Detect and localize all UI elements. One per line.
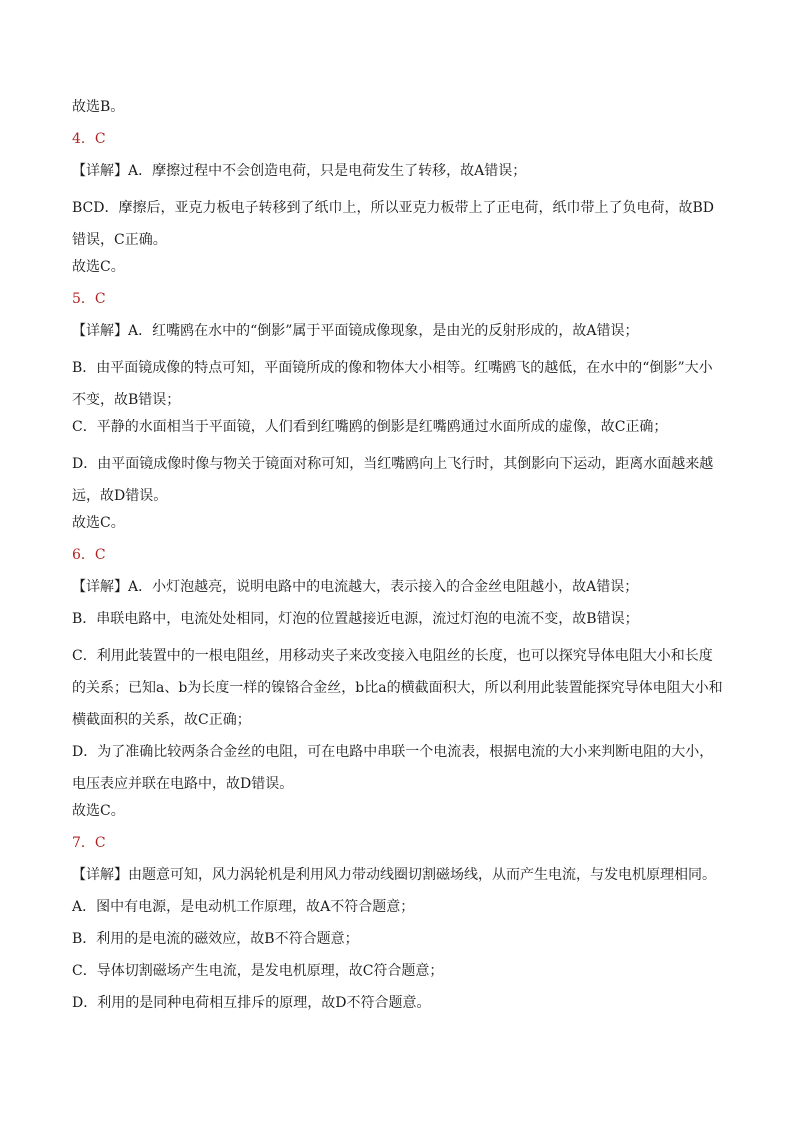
conclusion-line: 故选C。 — [72, 515, 125, 531]
explanation-line: D．为了准确比较两条合金丝的电阻，可在电路中串联一个电流表，根据电流的大小来判断电阻的大小，电压表应并联在电路中，故D错误。 — [72, 744, 714, 792]
answer-heading-5: 5．C — [72, 291, 106, 307]
explanation-line: BCD．摩擦后，亚克力板电子转移到了纸巾上，所以亚克力板带上了正电荷，纸巾带上了负电荷，故BD错误，C正确。 — [72, 200, 714, 248]
explanation-line: B．利用的是电流的磁效应，故B不符合题意； — [72, 931, 359, 947]
conclusion-line: 故选B。 — [72, 99, 125, 115]
conclusion-line: 故选C。 — [72, 803, 125, 819]
explanation-line: B．由平面镜成像的特点可知，平面镜所成的像和物体大小相等。红嘴鸥飞的越低，在水中的“倒影”大小不变，故B错误； — [72, 360, 713, 408]
explanation-line: C．平静的水面相当于平面镜，人们看到红嘴鸥的倒影是红嘴鸥通过水面所成的虚像，故C正确； — [72, 419, 668, 435]
explanation-line: D．利用的是同种电荷相互排斥的原理，故D不符合题意。 — [72, 995, 431, 1011]
explanation-line: 【详解】A．摩擦过程中不会创造电荷，只是电荷发生了转移，故A错误； — [72, 163, 527, 179]
explanation-line: 【详解】由题意可知，风力涡轮机是利用风力带动线圈切割磁场线，从而产生电流，与发电机原理相同。 — [72, 867, 716, 883]
explanation-line: C．利用此装置中的一根电阻丝，用移动夹子来改变接入电阻丝的长度，也可以探究导体电阻大小和长度的关系；已知a、b为长度一样的镍铬合金丝，b比a的横截面积大，所以利用此装置能探究导体电阻大小和横截面积的关系，故C正确； — [72, 648, 723, 728]
answer-heading-6: 6．C — [72, 547, 106, 563]
explanation-line: A．图中有电源，是电动机工作原理，故A不符合题意； — [72, 899, 415, 915]
explanation-line: 【详解】A．红嘴鸥在水中的“倒影”属于平面镜成像现象，是由光的反射形成的，故A错误； — [72, 323, 639, 339]
answer-heading-4: 4．C — [72, 131, 106, 147]
explanation-line: B．串联电路中，电流处处相同，灯泡的位置越接近电源，流过灯泡的电流不变，故B错误； — [72, 611, 639, 627]
explanation-line: D．由平面镜成像时像与物关于镜面对称可知，当红嘴鸥向上飞行时，其倒影向下运动，距离水面越来越远，故D错误。 — [72, 456, 714, 504]
answer-heading-7: 7．C — [72, 835, 106, 851]
explanation-line: C．导体切割磁场产生电流，是发电机原理，故C符合题意； — [72, 963, 444, 979]
conclusion-line: 故选C。 — [72, 259, 125, 275]
document-page — [72, 96, 724, 1024]
explanation-line: 【详解】A．小灯泡越亮，说明电路中的电流越大，表示接入的合金丝电阻越小，故A错误； — [72, 579, 639, 595]
